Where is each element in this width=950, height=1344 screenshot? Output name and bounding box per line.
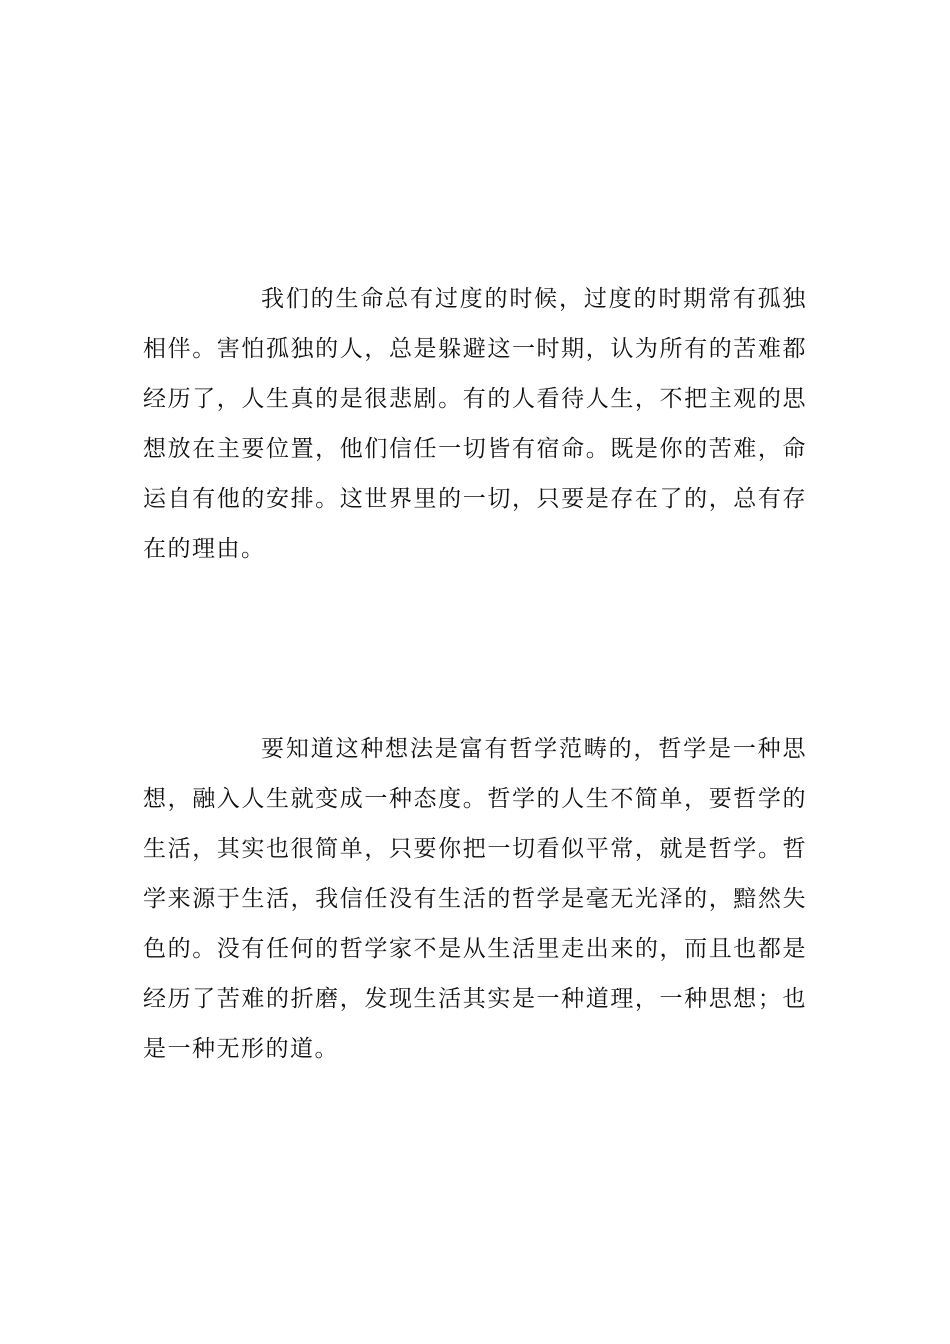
paragraph-2: 要知道这种想法是富有哲学范畴的，哲学是一种思想，融入人生就变成一种态度。哲学的人生不简单，要哲学的生活，其实也很简单，只要你把一切看似平常，就是哲学。哲学来源于生活，我信任没有生活的哲学是毫无光泽的，黯然失色的。没有任何的哲学家不是从生活里走出来的，而且也都是经历了苦难的折磨，发现生活其实是一种道理，一种思想；也是一种无形的道。 <box>143 736 807 1062</box>
paragraph-1: 我们的生命总有过度的时候，过度的时期常有孤独相伴。害怕孤独的人，总是躲避这一时期，认为所有的苦难都经历了，人生真的是很悲剧。有的人看待人生，不把主观的思想放在主要位置，他们信任一切皆有宿命。既是你的苦难，命运自有他的安排。这世界里的一切，只要是存在了的，总有存在的理由。 <box>143 286 807 562</box>
